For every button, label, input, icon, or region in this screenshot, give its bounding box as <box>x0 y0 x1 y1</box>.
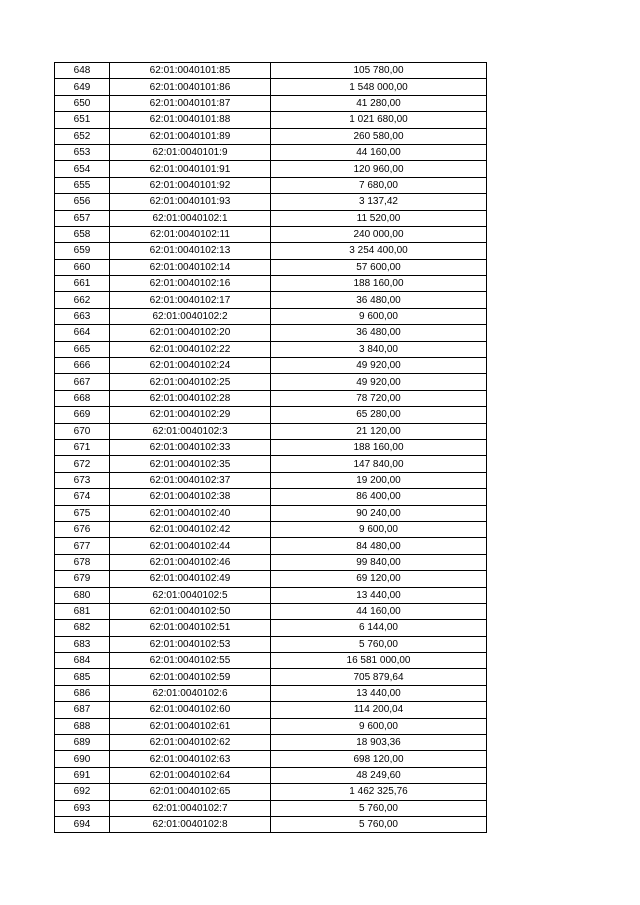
row-number-cell: 659 <box>55 243 110 259</box>
cadastral-number-cell: 62:01:0040102:35 <box>110 456 271 472</box>
cadastral-number-cell: 62:01:0040101:86 <box>110 79 271 95</box>
cadastral-number-cell: 62:01:0040101:88 <box>110 112 271 128</box>
row-number-cell: 692 <box>55 784 110 800</box>
cadastral-number-cell: 62:01:0040102:37 <box>110 472 271 488</box>
row-number-cell: 671 <box>55 439 110 455</box>
cadastral-number-cell: 62:01:0040102:11 <box>110 226 271 242</box>
row-number-cell: 678 <box>55 554 110 570</box>
row-number-cell: 672 <box>55 456 110 472</box>
table-row <box>55 276 487 292</box>
cadastral-number-cell: 62:01:0040102:14 <box>110 259 271 275</box>
row-number-cell: 665 <box>55 341 110 357</box>
table-row <box>55 112 487 128</box>
cadastral-value-cell: 705 879,64 <box>271 669 487 685</box>
cadastral-value-cell: 78 720,00 <box>271 390 487 406</box>
row-number-cell: 649 <box>55 79 110 95</box>
table-row <box>55 784 487 800</box>
cadastral-number-cell: 62:01:0040102:46 <box>110 554 271 570</box>
cadastral-number-cell: 62:01:0040102:40 <box>110 505 271 521</box>
row-number-cell: 681 <box>55 603 110 619</box>
cadastral-number-cell: 62:01:0040102:51 <box>110 620 271 636</box>
table-row <box>55 79 487 95</box>
table-row <box>55 587 487 603</box>
table-row <box>55 308 487 324</box>
cadastral-number-cell: 62:01:0040102:49 <box>110 571 271 587</box>
cadastral-number-cell: 62:01:0040102:44 <box>110 538 271 554</box>
table-row <box>55 423 487 439</box>
cadastral-value-cell: 7 680,00 <box>271 177 487 193</box>
row-number-cell: 675 <box>55 505 110 521</box>
table-row <box>55 735 487 751</box>
table-row <box>55 538 487 554</box>
table-row <box>55 489 487 505</box>
cadastral-number-cell: 62:01:0040102:17 <box>110 292 271 308</box>
cadastral-value-cell: 49 920,00 <box>271 358 487 374</box>
table-row <box>55 292 487 308</box>
cadastral-value-cell: 44 160,00 <box>271 603 487 619</box>
table-row <box>55 63 487 79</box>
table-row <box>55 390 487 406</box>
row-number-cell: 680 <box>55 587 110 603</box>
row-number-cell: 688 <box>55 718 110 734</box>
cadastral-value-cell: 9 600,00 <box>271 718 487 734</box>
cadastral-value-cell: 65 280,00 <box>271 407 487 423</box>
cadastral-value-cell: 36 480,00 <box>271 325 487 341</box>
cadastral-value-cell: 16 581 000,00 <box>271 653 487 669</box>
row-number-cell: 661 <box>55 276 110 292</box>
cadastral-number-cell: 62:01:0040102:5 <box>110 587 271 603</box>
table-row <box>55 800 487 816</box>
row-number-cell: 654 <box>55 161 110 177</box>
cadastral-value-cell: 188 160,00 <box>271 439 487 455</box>
cadastral-value-cell: 18 903,36 <box>271 735 487 751</box>
table-row <box>55 407 487 423</box>
cadastral-value-cell: 9 600,00 <box>271 521 487 537</box>
row-number-cell: 663 <box>55 308 110 324</box>
table-row <box>55 685 487 701</box>
table-row <box>55 653 487 669</box>
table-row <box>55 439 487 455</box>
cadastral-number-cell: 62:01:0040102:53 <box>110 636 271 652</box>
row-number-cell: 676 <box>55 521 110 537</box>
cadastral-value-cell: 120 960,00 <box>271 161 487 177</box>
table-row <box>55 505 487 521</box>
cadastral-value-cell: 41 280,00 <box>271 95 487 111</box>
row-number-cell: 687 <box>55 702 110 718</box>
table-row <box>55 243 487 259</box>
row-number-cell: 670 <box>55 423 110 439</box>
cadastral-value-cell: 19 200,00 <box>271 472 487 488</box>
cadastral-value-cell: 114 200,04 <box>271 702 487 718</box>
row-number-cell: 666 <box>55 358 110 374</box>
table-row <box>55 554 487 570</box>
cadastral-number-cell: 62:01:0040102:33 <box>110 439 271 455</box>
cadastral-number-cell: 62:01:0040102:8 <box>110 816 271 832</box>
row-number-cell: 673 <box>55 472 110 488</box>
row-number-cell: 694 <box>55 816 110 832</box>
cadastral-value-cell: 21 120,00 <box>271 423 487 439</box>
cadastral-value-cell: 36 480,00 <box>271 292 487 308</box>
cadastral-value-cell: 698 120,00 <box>271 751 487 767</box>
cadastral-number-cell: 62:01:0040101:92 <box>110 177 271 193</box>
row-number-cell: 674 <box>55 489 110 505</box>
cadastral-number-cell: 62:01:0040102:2 <box>110 308 271 324</box>
row-number-cell: 683 <box>55 636 110 652</box>
cadastral-number-cell: 62:01:0040102:59 <box>110 669 271 685</box>
row-number-cell: 677 <box>55 538 110 554</box>
row-number-cell: 668 <box>55 390 110 406</box>
row-number-cell: 662 <box>55 292 110 308</box>
cadastral-number-cell: 62:01:0040102:60 <box>110 702 271 718</box>
table-row <box>55 702 487 718</box>
row-number-cell: 690 <box>55 751 110 767</box>
cadastral-number-cell: 62:01:0040102:20 <box>110 325 271 341</box>
table-row <box>55 374 487 390</box>
cadastral-number-cell: 62:01:0040102:63 <box>110 751 271 767</box>
table-row <box>55 620 487 636</box>
cadastral-value-cell: 240 000,00 <box>271 226 487 242</box>
row-number-cell: 656 <box>55 194 110 210</box>
cadastral-number-cell: 62:01:0040101:89 <box>110 128 271 144</box>
cadastral-value-cell: 69 120,00 <box>271 571 487 587</box>
cadastral-number-cell: 62:01:0040102:61 <box>110 718 271 734</box>
cadastral-value-cell: 11 520,00 <box>271 210 487 226</box>
row-number-cell: 658 <box>55 226 110 242</box>
cadastral-value-cell: 13 440,00 <box>271 587 487 603</box>
cadastral-value-cell: 84 480,00 <box>271 538 487 554</box>
table-row <box>55 669 487 685</box>
cadastral-number-cell: 62:01:0040102:7 <box>110 800 271 816</box>
row-number-cell: 651 <box>55 112 110 128</box>
cadastral-number-cell: 62:01:0040102:64 <box>110 767 271 783</box>
table-row <box>55 521 487 537</box>
cadastral-number-cell: 62:01:0040102:62 <box>110 735 271 751</box>
cadastral-value-cell: 48 249,60 <box>271 767 487 783</box>
cadastral-number-cell: 62:01:0040102:42 <box>110 521 271 537</box>
table-row <box>55 194 487 210</box>
cadastral-number-cell: 62:01:0040101:91 <box>110 161 271 177</box>
cadastral-value-cell: 99 840,00 <box>271 554 487 570</box>
row-number-cell: 682 <box>55 620 110 636</box>
row-number-cell: 686 <box>55 685 110 701</box>
cadastral-number-cell: 62:01:0040101:85 <box>110 63 271 79</box>
table-row <box>55 177 487 193</box>
row-number-cell: 669 <box>55 407 110 423</box>
table-row <box>55 456 487 472</box>
cadastral-value-cell: 1 548 000,00 <box>271 79 487 95</box>
cadastral-value-cell: 13 440,00 <box>271 685 487 701</box>
cadastral-value-cell: 57 600,00 <box>271 259 487 275</box>
cadastral-value-cell: 5 760,00 <box>271 800 487 816</box>
row-number-cell: 664 <box>55 325 110 341</box>
row-number-cell: 689 <box>55 735 110 751</box>
cadastral-value-cell: 5 760,00 <box>271 636 487 652</box>
cadastral-value-cell: 86 400,00 <box>271 489 487 505</box>
table-row <box>55 636 487 652</box>
table-row <box>55 767 487 783</box>
row-number-cell: 652 <box>55 128 110 144</box>
cadastral-number-cell: 62:01:0040102:29 <box>110 407 271 423</box>
cadastral-number-cell: 62:01:0040102:28 <box>110 390 271 406</box>
cadastral-value-cell: 3 254 400,00 <box>271 243 487 259</box>
cadastral-number-cell: 62:01:0040102:55 <box>110 653 271 669</box>
table-row <box>55 816 487 832</box>
cadastral-value-cell: 44 160,00 <box>271 144 487 160</box>
cadastral-number-cell: 62:01:0040102:22 <box>110 341 271 357</box>
table-row <box>55 718 487 734</box>
table-row <box>55 95 487 111</box>
table-row <box>55 571 487 587</box>
row-number-cell: 691 <box>55 767 110 783</box>
cadastral-number-cell: 62:01:0040102:38 <box>110 489 271 505</box>
cadastral-number-cell: 62:01:0040102:24 <box>110 358 271 374</box>
row-number-cell: 648 <box>55 63 110 79</box>
table-row <box>55 358 487 374</box>
table-row <box>55 144 487 160</box>
cadastral-number-cell: 62:01:0040102:3 <box>110 423 271 439</box>
cadastral-number-cell: 62:01:0040102:25 <box>110 374 271 390</box>
table-row <box>55 472 487 488</box>
cadastral-value-cell: 90 240,00 <box>271 505 487 521</box>
row-number-cell: 653 <box>55 144 110 160</box>
cadastral-number-cell: 62:01:0040102:65 <box>110 784 271 800</box>
cadastral-value-table <box>54 62 487 833</box>
cadastral-value-cell: 9 600,00 <box>271 308 487 324</box>
cadastral-value-cell: 5 760,00 <box>271 816 487 832</box>
cadastral-number-cell: 62:01:0040102:50 <box>110 603 271 619</box>
table-row <box>55 161 487 177</box>
table-row <box>55 751 487 767</box>
table-row <box>55 259 487 275</box>
table-row <box>55 341 487 357</box>
cadastral-value-cell: 105 780,00 <box>271 63 487 79</box>
row-number-cell: 679 <box>55 571 110 587</box>
cadastral-number-cell: 62:01:0040102:1 <box>110 210 271 226</box>
row-number-cell: 693 <box>55 800 110 816</box>
row-number-cell: 660 <box>55 259 110 275</box>
table-row <box>55 210 487 226</box>
cadastral-value-cell: 6 144,00 <box>271 620 487 636</box>
row-number-cell: 685 <box>55 669 110 685</box>
cadastral-value-cell: 49 920,00 <box>271 374 487 390</box>
table-body <box>55 63 487 833</box>
table-row <box>55 128 487 144</box>
cadastral-number-cell: 62:01:0040102:6 <box>110 685 271 701</box>
table-row <box>55 325 487 341</box>
row-number-cell: 667 <box>55 374 110 390</box>
table-row <box>55 603 487 619</box>
row-number-cell: 655 <box>55 177 110 193</box>
cadastral-value-cell: 1 021 680,00 <box>271 112 487 128</box>
cadastral-value-cell: 1 462 325,76 <box>271 784 487 800</box>
table-row <box>55 226 487 242</box>
row-number-cell: 657 <box>55 210 110 226</box>
row-number-cell: 650 <box>55 95 110 111</box>
cadastral-value-cell: 3 137,42 <box>271 194 487 210</box>
cadastral-number-cell: 62:01:0040101:9 <box>110 144 271 160</box>
cadastral-value-cell: 147 840,00 <box>271 456 487 472</box>
cadastral-number-cell: 62:01:0040101:87 <box>110 95 271 111</box>
row-number-cell: 684 <box>55 653 110 669</box>
cadastral-number-cell: 62:01:0040101:93 <box>110 194 271 210</box>
cadastral-number-cell: 62:01:0040102:13 <box>110 243 271 259</box>
cadastral-number-cell: 62:01:0040102:16 <box>110 276 271 292</box>
cadastral-value-cell: 188 160,00 <box>271 276 487 292</box>
cadastral-value-cell: 260 580,00 <box>271 128 487 144</box>
cadastral-value-cell: 3 840,00 <box>271 341 487 357</box>
